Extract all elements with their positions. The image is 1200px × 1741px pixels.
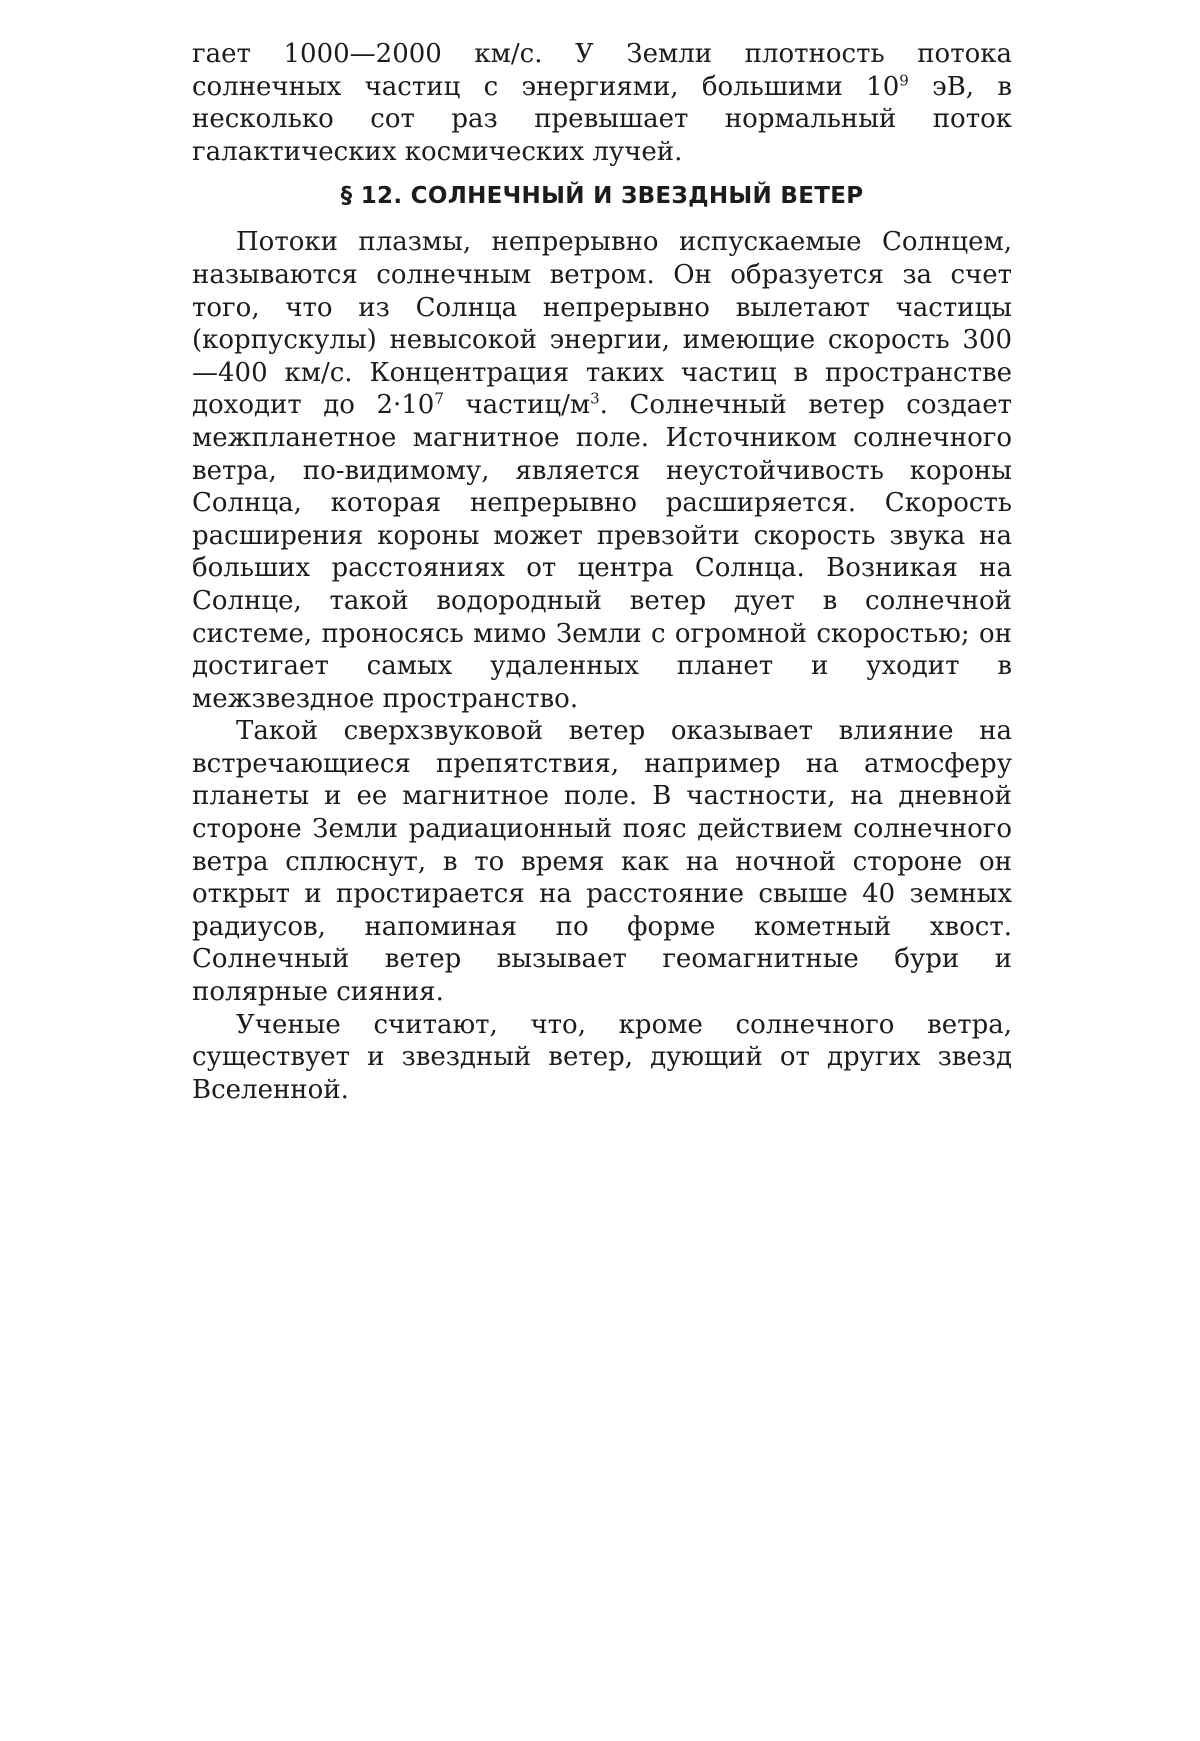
paragraph-solar-wind — [192, 226, 1012, 715]
paragraph1-exponent-1: 7 — [434, 389, 444, 408]
intro-paragraph — [192, 38, 1012, 168]
intro-text-1: гает 1000—2000 км/с. У Земли плотность потока солнечных частиц с энергиями, большими 10 — [192, 39, 1012, 102]
paragraph-supersonic-wind: Такой сверхзвуковой ветер оказывает влияние на встречающиеся препятствия, например на атмосферу планеты и ее магнитное поле. В частности, на дневной стороне Земли радиационный пояс действием солнечного ветра сплюснут, в то время как на ночной стороне он открыт и простирается на расстояние свыше 40 земных радиусов, напоминая по форме кометный хвост. Солнечный ветер вызывает геомагнитные бури и полярные сияния. — [192, 716, 1012, 1008]
page-text — [192, 38, 1012, 1106]
paragraph1-text-3: . Солнечный ветер создает межпланетное магнитное поле. Источником солнечного ветра, по-видимому, является неустойчивость короны Солнца, которая непрерывно расширяется. Скорость расширения короны может превзойти скорость звука на больших расстояниях от центра Солнца. Возникая на Солнце, такой водородный ветер дует в солнечной системе, проносясь мимо Земли с огромной скоростью; он достигает самых удаленных планет и уходит в межзвездное пространство. — [192, 390, 1012, 714]
intro-text-2: эВ, в несколько сот раз превышает нормальный поток галактических космических лучей. — [192, 71, 1012, 167]
paragraph1-text-2: частиц/м — [443, 390, 591, 421]
paragraph-stellar-wind: Ученые считают, что, кроме солнечного ветра, существует и звездный ветер, дующий от других звезд Вселенной. — [192, 1009, 1012, 1105]
paragraph1-text-1: Потоки плазмы, непрерывно испускаемые Солнцем, называются солнечным ветром. Он образуется за счет того, что из Солнца непрерывно вылетают частицы (корпускулы) невысокой энергии, имеющие скорость 300—400 км/с. Концентрация таких частиц в пространстве доходит до 2·10 — [192, 227, 1012, 421]
section-heading: § 12. СОЛНЕЧНЫЙ И ЗВЕЗДНЫЙ ВЕТЕР — [340, 183, 864, 210]
intro-exponent: 9 — [899, 70, 909, 89]
paragraph1-exponent-2: 3 — [590, 389, 600, 408]
